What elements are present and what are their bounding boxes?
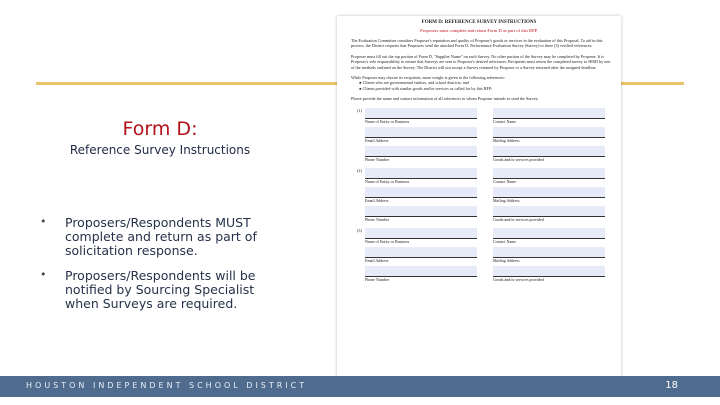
reference-field: [365, 108, 477, 124]
document-list-item: ● Clients who are governmental entities, and school districts; and: [359, 80, 611, 85]
field-fill: [365, 146, 477, 157]
field-fill: [493, 108, 605, 119]
field-fill: [493, 127, 605, 138]
reference-field: [365, 228, 477, 244]
field-label: Mailing Address: [493, 257, 520, 263]
field-fill: [365, 187, 477, 198]
field-label: Phone Number: [365, 276, 390, 282]
document-title: FORM D: REFERENCE SURVEY INSTRUCTIONS: [421, 20, 537, 25]
field-fill: [365, 266, 477, 277]
field-fill: [493, 146, 605, 157]
field-fill: [493, 247, 605, 258]
reference-field: [365, 127, 477, 143]
reference-field: [493, 187, 605, 203]
reference-field: [365, 146, 477, 162]
reference-field: [493, 168, 605, 184]
field-fill: [493, 266, 605, 277]
form-d-document-image: [337, 16, 621, 380]
field-label: Contact Name: [493, 118, 516, 124]
reference-field: [493, 266, 605, 282]
reference-field: [493, 127, 605, 143]
field-label: Goods and/or services provided: [493, 276, 544, 282]
field-fill: [365, 228, 477, 239]
field-label: Name of Entity or Business: [365, 238, 410, 244]
reference-number: (2): [357, 167, 362, 173]
reference-number: (1): [357, 107, 362, 113]
field-fill: [365, 127, 477, 138]
field-fill: [365, 206, 477, 217]
footer-organization: HOUSTON INDEPENDENT SCHOOL DISTRICT: [26, 381, 308, 390]
field-label: Goods and/or services provided: [493, 216, 544, 222]
field-fill: [365, 168, 477, 179]
field-label: Phone Number: [365, 216, 390, 222]
field-fill: [493, 206, 605, 217]
reference-number: (3): [357, 227, 362, 233]
document-paragraph: While Proposer may choose its recipients, more weight is given to the following references:: [351, 75, 505, 81]
field-fill: [365, 247, 477, 258]
bullet-item: [36, 216, 286, 258]
field-label: Phone Number: [365, 156, 390, 162]
reference-block: [351, 168, 611, 222]
reference-field: [493, 108, 605, 124]
reference-fields: [365, 168, 611, 222]
reference-fields: [365, 228, 611, 282]
reference-field: [493, 247, 605, 263]
field-label: Contact Name: [493, 178, 516, 184]
reference-block: [351, 228, 611, 282]
bullet-text: Proposers/Respondents will be notified by Sourcing Specialist when Surveys are required.: [65, 268, 256, 311]
bullet-item: [36, 269, 286, 311]
bullet-list: [36, 216, 286, 322]
document-paragraph: Proposer must fill out the top portion of Form D, "Supplier Name" on each Survey. No other portion of the Survey may be completed by Proposer. It is Proposer's sole responsibility to ensure that Surveys are sent to Proposer's desired references. Recipients must return the completed survey to HISD by one of the methods outlined on the Survey. The District will not accept a Survey returned by Proposer or a Survey returned after the assigned deadline.: [351, 53, 611, 70]
field-label: Email Address: [365, 137, 389, 143]
reference-field: [365, 168, 477, 184]
document-requirement-note: Proposers must complete and return Form D as part of this RFP.: [420, 28, 538, 33]
reference-field: [365, 206, 477, 222]
field-fill: [493, 187, 605, 198]
bullet-marker: •: [40, 215, 47, 228]
document-reference-criteria: [359, 80, 611, 91]
field-label: Email Address: [365, 197, 389, 203]
document-paragraph: Please provide the name and contact information of all references to whom Proposer intends to send the Survey.: [351, 96, 539, 102]
field-label: Email Address: [365, 257, 389, 263]
reference-field: [493, 146, 605, 162]
reference-field: [365, 266, 477, 282]
field-label: Name of Entity or Business: [365, 178, 410, 184]
bullet-text: Proposers/Respondents MUST complete and return as part of solicitation response.: [65, 215, 257, 258]
reference-block: [351, 108, 611, 162]
document-paragraph: The Evaluation Committee considers Proposer's reputation and quality of Proposer's goods or services in the evaluation of this Proposal. To aid in this process, the District requests that Proposers send the attached Form D, Performance Evaluation Survey (Survey) to three (3) verified references.: [351, 38, 603, 49]
reference-field: [365, 247, 477, 263]
field-fill: [365, 108, 477, 119]
field-label: Contact Name: [493, 238, 516, 244]
reference-field: [493, 228, 605, 244]
field-fill: [493, 168, 605, 179]
page-number: 18: [665, 380, 678, 391]
footer-bar: [0, 376, 720, 397]
field-label: Goods and/or services provided: [493, 156, 544, 162]
bullet-marker: •: [40, 268, 47, 281]
reference-field: [493, 206, 605, 222]
reference-field: [365, 187, 477, 203]
document-list-item: ● Clients provided with similar goods and/or services as called for by this RFP;: [359, 86, 611, 91]
slide-title: Form D:: [122, 118, 198, 140]
field-label: Name of Entity or Business: [365, 118, 410, 124]
reference-fields: [365, 108, 611, 162]
field-label: Mailing Address: [493, 197, 520, 203]
field-fill: [493, 228, 605, 239]
field-label: Mailing Address: [493, 137, 520, 143]
slide-subtitle: Reference Survey Instructions: [69, 143, 251, 157]
